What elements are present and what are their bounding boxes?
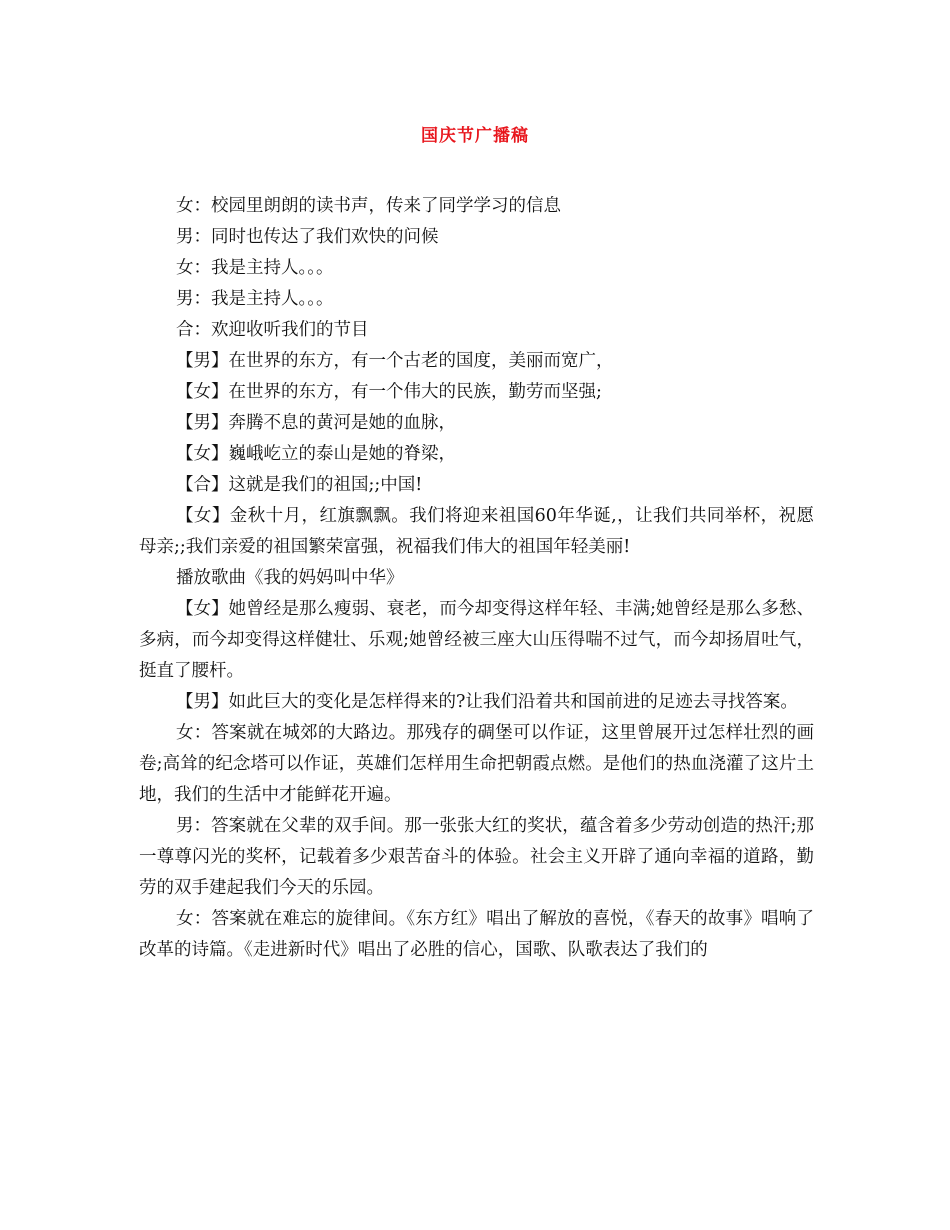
paragraph: 合：欢迎收听我们的节目 [176,320,369,340]
paragraph: 【女】她曾经是那么瘦弱、衰老，而今却变得这样年轻、丰满;她曾经是那么多愁、多病，而今却变得这样健壮、乐观;她曾经被三座大山压得喘不过气，而今却扬眉吐气，挺直了腰杆。 [139,599,814,681]
paragraph: 【女】在世界的东方，有一个伟大的民族，勤劳而坚强; [176,382,602,402]
paragraph: 女：答案就在难忘的旋律间。《东方红》唱出了解放的喜悦，《春天的故事》唱响了改革的诗篇。《走进新时代》唱出了必胜的信心，国歌、队歌表达了我们的 [139,909,814,960]
paragraph: 播放歌曲《我的妈妈叫中华》 [176,568,404,588]
document-body [139,191,814,966]
paragraph: 男：答案就在父辈的双手间。那一张张大红的奖状，蕴含着多少劳动创造的热汗;那一尊尊闪光的奖杯，记载着多少艰苦奋斗的体验。社会主义开辟了通向幸福的道路，勤劳的双手建起我们今天的乐园。 [139,816,814,898]
paragraph: 【男】在世界的东方，有一个古老的国度，美丽而宽广， [176,351,614,371]
paragraph: 【男】如此巨大的变化是怎样得来的?让我们沿着共和国前进的足迹去寻找答案。 [176,692,798,712]
paragraph: 男：同时也传达了我们欢快的问候 [176,227,439,247]
paragraph: 【女】巍峨屹立的泰山是她的脊梁， [176,444,456,464]
paragraph: 女：我是主持人。。。 [176,258,334,278]
paragraph: 女：答案就在城郊的大路边。那残存的碉堡可以作证，这里曾展开过怎样壮烈的画卷;高耸的纪念塔可以作证，英雄们怎样用生命把朝霞点燃。是他们的热血浇灌了这片土地，我们的生活中才能鲜花开遍。 [139,723,814,805]
paragraph: 【男】奔腾不息的黄河是她的血脉， [176,413,456,433]
document-title: 国庆节广播稿 [421,126,529,146]
paragraph: 【女】金秋十月，红旗飘飘。我们将迎来祖国60年华诞,，让我们共同举杯，祝愿母亲;;我们亲爱的祖国繁荣富强，祝福我们伟大的祖国年轻美丽! [139,506,814,557]
paragraph: 女：校园里朗朗的读书声，传来了同学学习的信息 [176,196,561,216]
paragraph: 【合】这就是我们的祖国;;中国! [176,475,423,495]
paragraph: 男：我是主持人。。。 [176,289,334,309]
